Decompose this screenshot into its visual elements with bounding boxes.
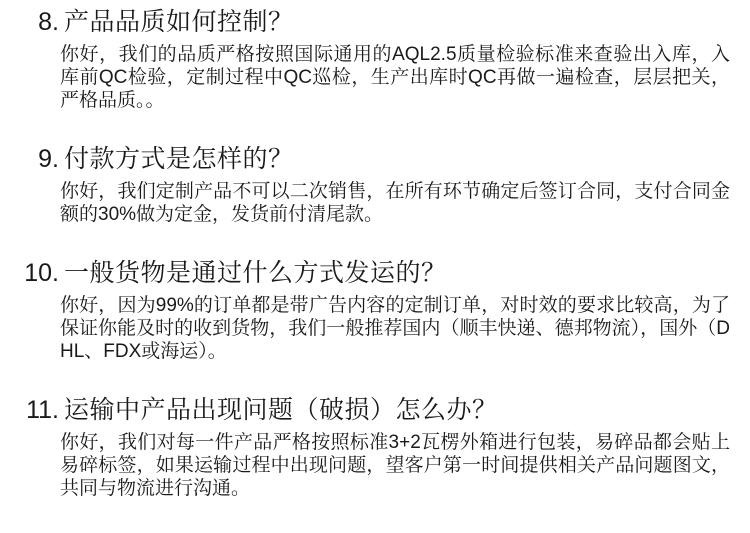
faq-item-q8 xyxy=(0,7,750,112)
faq-answer-text: 你好，我们的品质严格按照国际通用的AQL2.5质量检验标准来查验出入库，入库前QC检验，定制过程中QC巡检，生产出库时QC再做一遍检查，层层把关，严格品质。。 xyxy=(60,44,730,111)
faq-answer-text: 你好，因为99%的订单都是带广告内容的定制订单，对时效的要求比较高，为了保证你能及时的收到货物，我们一般推荐国内（顺丰快递、德邦物流），国外（DHL、FDX或海运）。 xyxy=(60,295,730,362)
faq-item-q11 xyxy=(0,395,750,500)
question-number: 10. xyxy=(24,259,59,287)
faq-answer-text: 你好，我们定制产品不可以二次销售，在所有环节确定后签订合同，支付合同金额的30%做为定金，发货前付清尾款。 xyxy=(60,181,730,225)
faq-question-heading xyxy=(0,258,750,288)
faq-item-q9 xyxy=(0,144,750,226)
faq-question-heading xyxy=(0,144,750,174)
faq-question-heading xyxy=(0,395,750,425)
question-number: 9. xyxy=(38,145,59,173)
faq-question-heading xyxy=(0,7,750,37)
question-title: 一般货物是通过什么方式发运的？ xyxy=(64,259,447,287)
question-title: 付款方式是怎样的？ xyxy=(64,145,294,173)
faq-item-q10 xyxy=(0,258,750,363)
faq-answer-text: 你好，我们对每一件产品严格按照标准3+2瓦楞外箱进行包装，易碎品都会贴上易碎标签，如果运输过程中出现问题，望客户第一时间提供相关产品问题图文，共同与物流进行沟通。 xyxy=(60,432,730,499)
question-number: 11. xyxy=(26,396,59,424)
question-number: 8. xyxy=(38,8,59,36)
question-title: 运输中产品出现问题（破损）怎么办？ xyxy=(64,396,498,424)
question-title: 产品品质如何控制？ xyxy=(64,8,294,36)
